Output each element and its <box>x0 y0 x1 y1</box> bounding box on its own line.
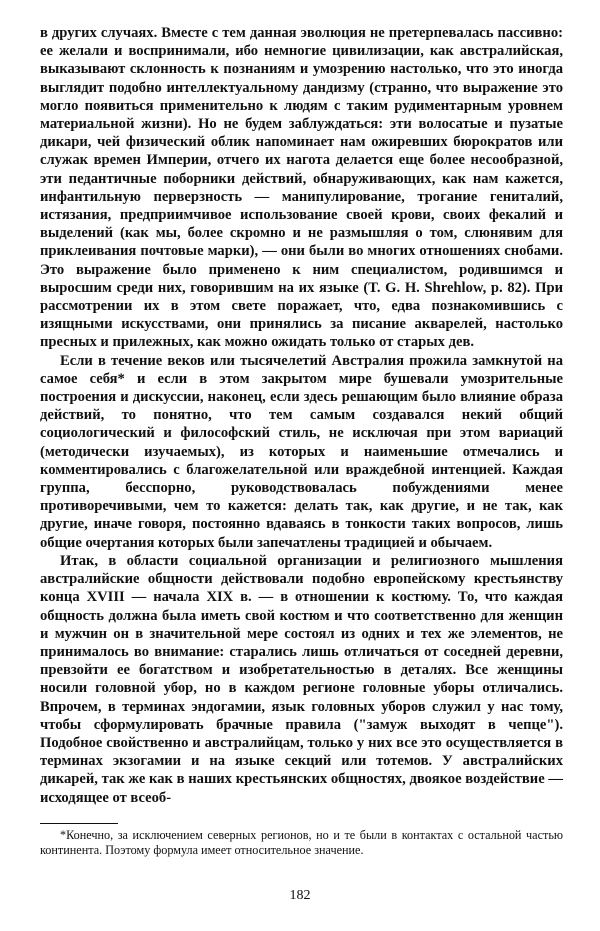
paragraph-2: Если в течение веков или тысячелетий Австралия прожила замкнутой на самое себя* и если в этом закрытом мире бушевали умозрительные построения и дискуссии, наконец, если здесь решающим было влияние образа действий, то понятно, что тем самым создавался некий общий социологический и философский стиль, не исключая при этом вариаций (методически изучаемых), из которых и наименьшие отмечались и комментировались с благожелательной или враждебной интенцией. Каждая группа, бесспорно, руководствовалась побуждениями менее противоречивыми, чем то кажется: делать так, как другие, и не так, как другие, иначе говоря, постоянно вдаваясь в тонкости таких вопросов, лишь общие очертания которых были запечатлены традицией и обычаем. <box>40 352 563 551</box>
paragraph-3: Итак, в области социальной организации и религиозного мышления австралийские общности действовали подобно европейскому крестьянству конца XVIII — начала XIX в. — в отношении к костюму. То, что каждая общность должна была иметь свой костюм и что соответственно для женщин и мужчин он в значительной мере состоял из одних и тех же элементов, не принималось во внимание: старались лишь отличаться от соседней деревни, превзойти ее богатством и изобретательностью в деталях. Все женщины носили головной убор, но в каждом регионе головные уборы отличались. Впрочем, в терминах эндогамии, язык головных уборов служил у нас тому, чтобы сформулировать брачные правила ("замуж выходят в чепце"). Подобное свойственно и австралийцам, только у них все это осуществляется в терминах экзогамии и на языке секций или тотемов. У австралийских дикарей, так же как в наших крестьянских общностях, двоякое воздействие — исходящее от всеоб- <box>40 552 563 806</box>
footnote-divider <box>40 823 118 824</box>
footnote-text: *Конечно, за исключением северных регионов, но и те были в контактах с остальной частью континента. Поэтому формула имеет относительное значение. <box>40 828 563 857</box>
paragraph-1: в других случаях. Вместе с тем данная эволюция не претерпевалась пассивно: ее желали и воспринимали, ибо немногие цивилизации, как австралийская, выказывают склонность к познаниям и умозрению настолько, что это иногда выглядит подобно интеллектуальному дандизму (странно, что выражение это могло появиться применительно к людям с таким рудиментарным уровнем материальной жизни). Но не будем заблуждаться: эти волосатые и пузатые дикари, чей физический облик напоминает нам ожиревших бюрократов или служак времен Империи, отчего их нагота делается еще более несообразной, эти педантичные поборники действий, обнаруживающих, как нам кажется, инфантильную перверзность — манипулирование, трогание гениталий, истязания, предприимчивое использование своей крови, своих фекалий и выделений (как мы, более скромно и не размышляя о том, слюнявим для приклеивания почтовые марки), — они были во многих отношениях снобами. Это выражение было применено к ним специалистом, родившимся и выросшим среди них, говорившим на их языке (T. G. H. Shrehlow, p. 82). При рассмотрении их в этом свете поражает, что, едва познакомившись с изящными искусствами, они принялись за писание акварелей, настолько пресных и прилежных, как можно ожидать только от старых дев. <box>40 25 563 351</box>
footnote <box>40 828 563 858</box>
page-number: 182 <box>289 888 311 903</box>
main-text <box>40 24 563 807</box>
